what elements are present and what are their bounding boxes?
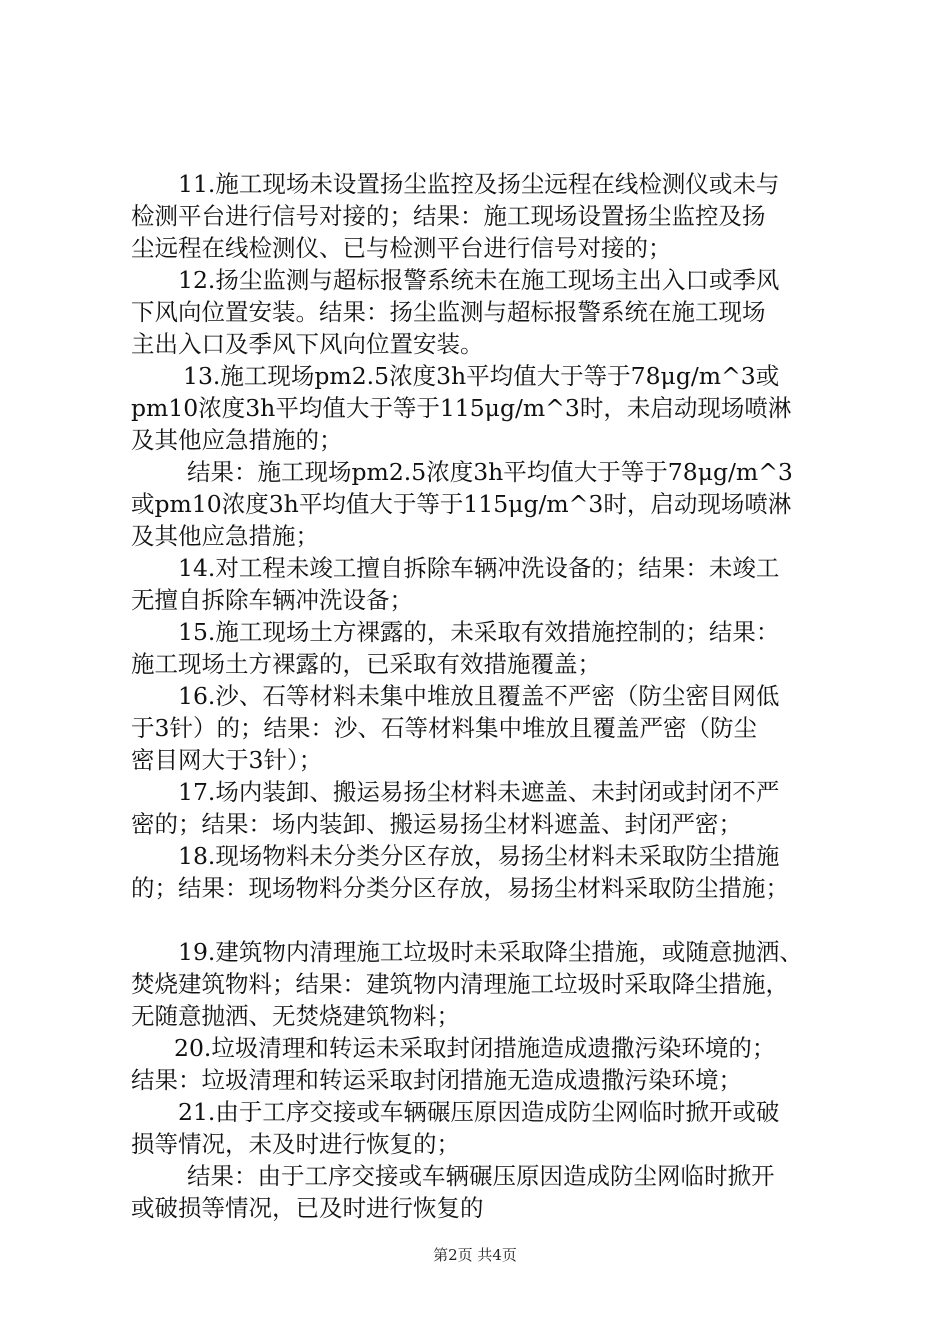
text-line: 或破损等情况，已及时进行恢复的 [131,1194,484,1222]
text-line: pm10浓度3h平均值大于等于115μg/m^3时，未启动现场喷淋 [131,394,792,422]
text-line: 无擅自拆除车辆冲洗设备； [131,586,413,614]
text-line: 焚烧建筑物料；结果：建筑物内清理施工垃圾时采取降尘措施， [131,970,789,998]
text-line: 及其他应急措施； [131,522,319,550]
text-line: 11.施工现场未设置扬尘监控及扬尘远程在线检测仪或未与 [178,170,780,198]
text-line: 12.扬尘监测与超标报警系统未在施工现场主出入口或季风 [178,266,780,294]
text-line: 于3针）的；结果：沙、石等材料集中堆放且覆盖严密（防尘 [131,714,757,742]
text-line: 16.沙、石等材料未集中堆放且覆盖不严密（防尘密目网低 [178,682,780,710]
text-line: 20.垃圾清理和转运未采取封闭措施造成遗撒污染环境的； [174,1034,776,1062]
text-line: 18.现场物料未分类分区存放，易扬尘材料未采取防尘措施 [178,842,780,870]
text-line: 的；结果：现场物料分类分区存放，易扬尘材料采取防尘措施； [131,874,789,902]
text-line: 或pm10浓度3h平均值大于等于115μg/m^3时，启动现场喷淋 [131,490,792,518]
text-line: 13.施工现场pm2.5浓度3h平均值大于等于78μg/m^3或 [183,362,780,390]
text-line: 结果：施工现场pm2.5浓度3h平均值大于等于78μg/m^3 [187,458,793,486]
page-number-footer: 第2页 共4页 [433,1246,517,1264]
text-line: 14.对工程未竣工擅自拆除车辆冲洗设备的；结果：未竣工 [178,554,780,582]
text-line: 主出入口及季风下风向位置安装。 [131,330,484,358]
text-line: 21.由于工序交接或车辆碾压原因造成防尘网临时掀开或破 [178,1098,780,1126]
text-line: 17.场内装卸、搬运易扬尘材料未遮盖、未封闭或封闭不严 [178,778,780,806]
text-line: 密的；结果：场内装卸、搬运易扬尘材料遮盖、封闭严密； [131,810,742,838]
text-line: 15.施工现场土方裸露的，未采取有效措施控制的；结果： [178,618,780,646]
text-line: 密目网大于3针）； [131,746,323,774]
text-line: 结果：垃圾清理和转运采取封闭措施无造成遗撒污染环境； [131,1066,742,1094]
text-line: 19.建筑物内清理施工垃圾时未采取降尘措施，或随意抛洒、 [178,938,803,966]
text-line: 无随意抛洒、无焚烧建筑物料； [131,1002,460,1030]
document-body [131,168,843,1224]
text-line: 及其他应急措施的； [131,426,343,454]
paragraph-gap [131,904,843,936]
text-line: 检测平台进行信号对接的；结果：施工现场设置扬尘监控及扬 [131,202,766,230]
text-line: 结果：由于工序交接或车辆碾压原因造成防尘网临时掀开 [187,1162,775,1190]
text-line: 施工现场土方裸露的，已采取有效措施覆盖； [131,650,601,678]
text-line: 下风向位置安装。结果：扬尘监测与超标报警系统在施工现场 [131,298,766,326]
text-line: 尘远程在线检测仪、已与检测平台进行信号对接的； [131,234,672,262]
text-line: 损等情况，未及时进行恢复的； [131,1130,460,1158]
